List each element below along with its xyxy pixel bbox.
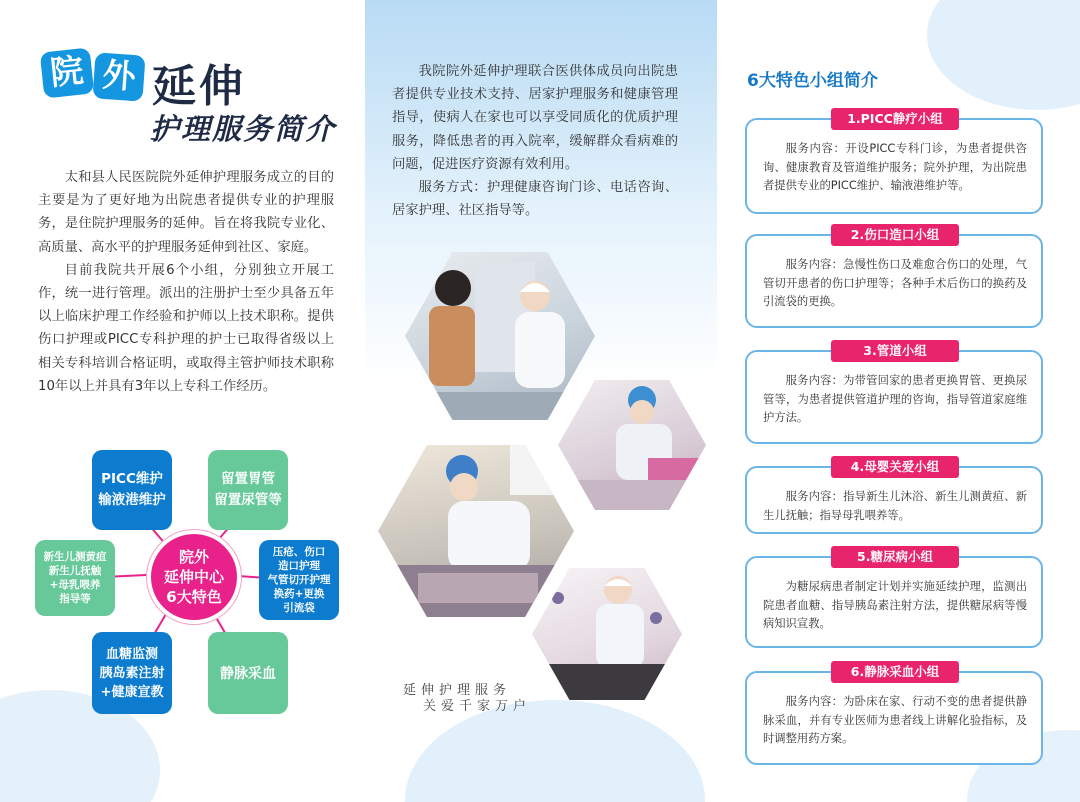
page-subtitle: 护理服务简介	[150, 112, 337, 146]
feature-node-wound: 压疮、伤口 造口护理 气管切开护理 换药+更换 引流袋	[259, 540, 339, 620]
intro-paragraph-2: 目前我院共开展6个小组，分别独立开展工作，统一进行管理。派出的注册护士至少具备五年以上临床护理工作经验和护师以上技术职称。提供伤口护理或PICC专科护理的护士已取得省级以上相关专科培训合格证明，或取得主管护师技术职称10年以上并具有3年以上专科工作经历。	[38, 262, 334, 394]
group-card-diabetes	[745, 549, 1043, 648]
feature-node-diabetes: 血糖监测 胰岛素注射 +健康宣教	[92, 632, 172, 714]
decor-blob	[927, 0, 1080, 110]
title-badge-1: 院	[40, 48, 95, 99]
service-paragraph-2: 服务方式：护理健康咨询门诊、电话咨询、居家护理、社区指导等。	[392, 180, 678, 219]
group-card-blood	[745, 664, 1043, 765]
group-label: 6.静脉采血小组	[831, 661, 959, 683]
feature-node-newborn: 新生儿测黄疸 新生儿抚触 +母乳喂养 指导等	[35, 540, 115, 616]
service-paragraph-1: 我院院外延伸护理联合医供体成员向出院患者提供专业技术支持、居家护理服务和健康管理指导，使病人在家也可以享受同质化的优质护理服务，降低患者的再入院率，缓解群众看病难的问题，促进医疗资源有效利用。	[392, 64, 678, 172]
feature-node-blood: 静脉采血	[208, 632, 288, 714]
group-description: 服务内容：急慢性伤口及难愈合伤口的处理，气管切开患者的伤口护理等；各种手术后伤口的换药及引流袋的更换。	[763, 258, 1027, 308]
group-description: 服务内容：指导新生儿沐浴、新生儿测黄疸、新生儿抚触；指导母乳喂养等。	[763, 490, 1027, 522]
title-badge-2: 外	[92, 52, 145, 101]
group-label: 2.伤口造口小组	[831, 224, 959, 246]
group-card-tube	[745, 343, 1043, 444]
service-text	[392, 60, 678, 222]
intro-paragraph-1: 太和县人民医院院外延伸护理服务成立的目的主要是为了更好地为出院患者提供专业的护理服务，是住院护理服务的延伸。旨在将我院专业化、高质量、高水平的护理服务延伸到社区、家庭。	[38, 170, 334, 255]
group-label: 3.管道小组	[831, 340, 959, 362]
group-card-picc	[745, 111, 1043, 214]
group-description: 服务内容：为带管回家的患者更换胃管、更换尿管等，为患者提供管道护理的咨询，指导管道家庭维护方法。	[763, 374, 1027, 424]
diagram-center: 院外 延伸中心 6大特色	[147, 530, 241, 624]
diagram-connectors	[0, 0, 365, 802]
group-description: 服务内容：为卧床在家、行动不变的患者提供静脉采血，并有专业医师为患者线上讲解化验指标，及时调整用药方案。	[763, 695, 1027, 745]
page-title: 延伸	[152, 61, 246, 112]
feature-node-picc: PICC维护 输液港维护	[92, 450, 172, 530]
slogan-line-2: 关爱千家万户	[423, 699, 532, 714]
group-card-maternal	[745, 459, 1043, 534]
group-label: 1.PICC静疗小组	[831, 108, 959, 130]
group-description: 为糖尿病患者制定计划并实施延续护理，监测出院患者血糖、指导胰岛素注射方法，提供糖尿病等慢病知识宣教。	[763, 580, 1027, 630]
feature-node-tube: 留置胃管 留置尿管等	[208, 450, 288, 530]
group-label: 4.母婴关爱小组	[831, 456, 959, 478]
groups-title: 6大特色小组简介	[747, 71, 878, 91]
group-card-wound	[745, 227, 1043, 328]
slogan-line-1: 延伸护理服务	[403, 683, 512, 698]
group-description: 服务内容：开设PICC专科门诊，为患者提供咨询、健康教育及管道维护服务；院外护理，为出院患者提供专业的PICC维护、输液港维护等。	[763, 142, 1027, 192]
group-label: 5.糖尿病小组	[831, 546, 959, 568]
